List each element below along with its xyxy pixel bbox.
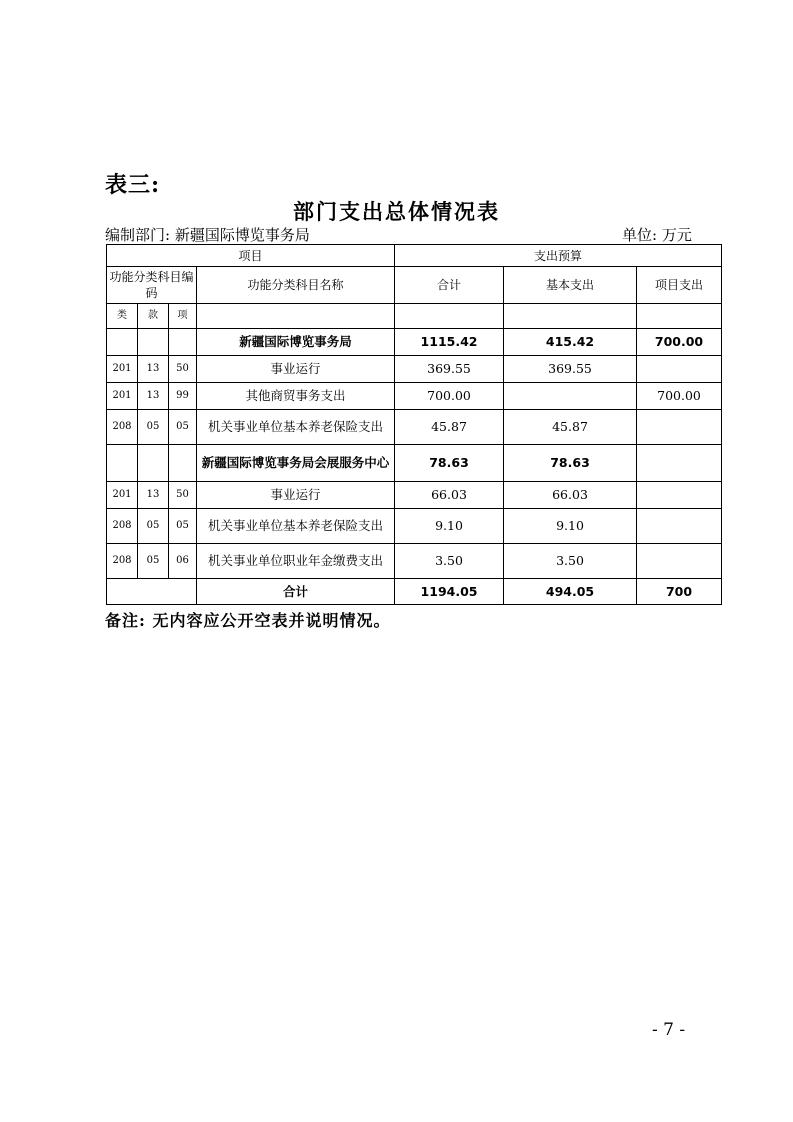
cell-kuan [138,329,169,356]
table-row [107,482,722,509]
cell-project: 700.00 [637,329,722,356]
cell-project [637,445,722,482]
table-row [107,445,722,482]
cell-name: 其他商贸事务支出 [197,383,395,410]
cell-lei [107,445,138,482]
total-basic: 494.05 [504,579,637,605]
empty-cell [504,304,637,329]
header-project-expense: 项目支出 [637,267,722,304]
department-label: 编制部门: 新疆国际博览事务局 [105,226,310,244]
cell-project [637,544,722,579]
cell-kuan: 05 [138,544,169,579]
empty-cell [197,304,395,329]
cell-basic: 66.03 [504,482,637,509]
cell-project: 700.00 [637,383,722,410]
cell-xiang [169,329,197,356]
cell-total: 66.03 [395,482,504,509]
cell-basic: 369.55 [504,356,637,383]
header-budget: 支出预算 [395,245,722,267]
cell-name: 机关事业单位职业年金缴费支出 [197,544,395,579]
cell-basic: 45.87 [504,410,637,445]
cell-name: 机关事业单位基本养老保险支出 [197,410,395,445]
header-row-3 [107,304,722,329]
cell-lei: 208 [107,410,138,445]
cell-lei: 201 [107,482,138,509]
section-heading: 表三: [105,172,161,198]
cell-xiang: 05 [169,509,197,544]
empty-cell [637,304,722,329]
table-row [107,383,722,410]
cell-total: 78.63 [395,445,504,482]
empty-cell [395,304,504,329]
cell-lei: 208 [107,544,138,579]
cell-kuan: 05 [138,509,169,544]
table-row [107,356,722,383]
total-row [107,579,722,605]
header-name: 功能分类科目名称 [197,267,395,304]
cell-xiang: 99 [169,383,197,410]
cell-total: 3.50 [395,544,504,579]
cell-xiang [169,445,197,482]
cell-project [637,410,722,445]
cell-project [637,356,722,383]
header-total: 合计 [395,267,504,304]
cell-lei [107,329,138,356]
table-row [107,509,722,544]
cell-kuan: 13 [138,356,169,383]
footnote: 备注: 无内容应公开空表并说明情况。 [105,611,391,630]
cell-basic: 78.63 [504,445,637,482]
expenditure-table [106,244,722,605]
cell-xiang: 50 [169,356,197,383]
cell-name: 机关事业单位基本养老保险支出 [197,509,395,544]
header-kuan: 款 [138,304,169,329]
cell-name: 新疆国际博览事务局会展服务中心 [197,445,395,482]
cell-basic [504,383,637,410]
page-title: 部门支出总体情况表 [293,199,500,224]
header-basic: 基本支出 [504,267,637,304]
header-row-1 [107,245,722,267]
cell-name: 新疆国际博览事务局 [197,329,395,356]
header-project: 项目 [107,245,395,267]
cell-xiang: 50 [169,482,197,509]
total-project: 700 [637,579,722,605]
cell-total: 45.87 [395,410,504,445]
table-row [107,544,722,579]
page-number: - 7 - [652,1020,686,1040]
table-row [107,329,722,356]
cell-name: 事业运行 [197,356,395,383]
cell-xiang: 06 [169,544,197,579]
table-row [107,410,722,445]
cell-lei: 201 [107,383,138,410]
total-sum: 1194.05 [395,579,504,605]
cell-project [637,509,722,544]
cell-lei: 208 [107,509,138,544]
unit-label: 单位: 万元 [622,226,692,244]
header-lei: 类 [107,304,138,329]
header-row-2 [107,267,722,304]
cell-basic: 415.42 [504,329,637,356]
total-label: 合计 [197,579,395,605]
cell-xiang: 05 [169,410,197,445]
cell-kuan: 13 [138,482,169,509]
cell-total: 1115.42 [395,329,504,356]
empty-cell [107,579,197,605]
cell-name: 事业运行 [197,482,395,509]
cell-total: 369.55 [395,356,504,383]
cell-kuan: 05 [138,410,169,445]
cell-basic: 9.10 [504,509,637,544]
cell-kuan [138,445,169,482]
cell-total: 9.10 [395,509,504,544]
cell-lei: 201 [107,356,138,383]
cell-basic: 3.50 [504,544,637,579]
cell-project [637,482,722,509]
cell-total: 700.00 [395,383,504,410]
header-code-group: 功能分类科目编码 [107,267,197,304]
header-xiang: 项 [169,304,197,329]
cell-kuan: 13 [138,383,169,410]
